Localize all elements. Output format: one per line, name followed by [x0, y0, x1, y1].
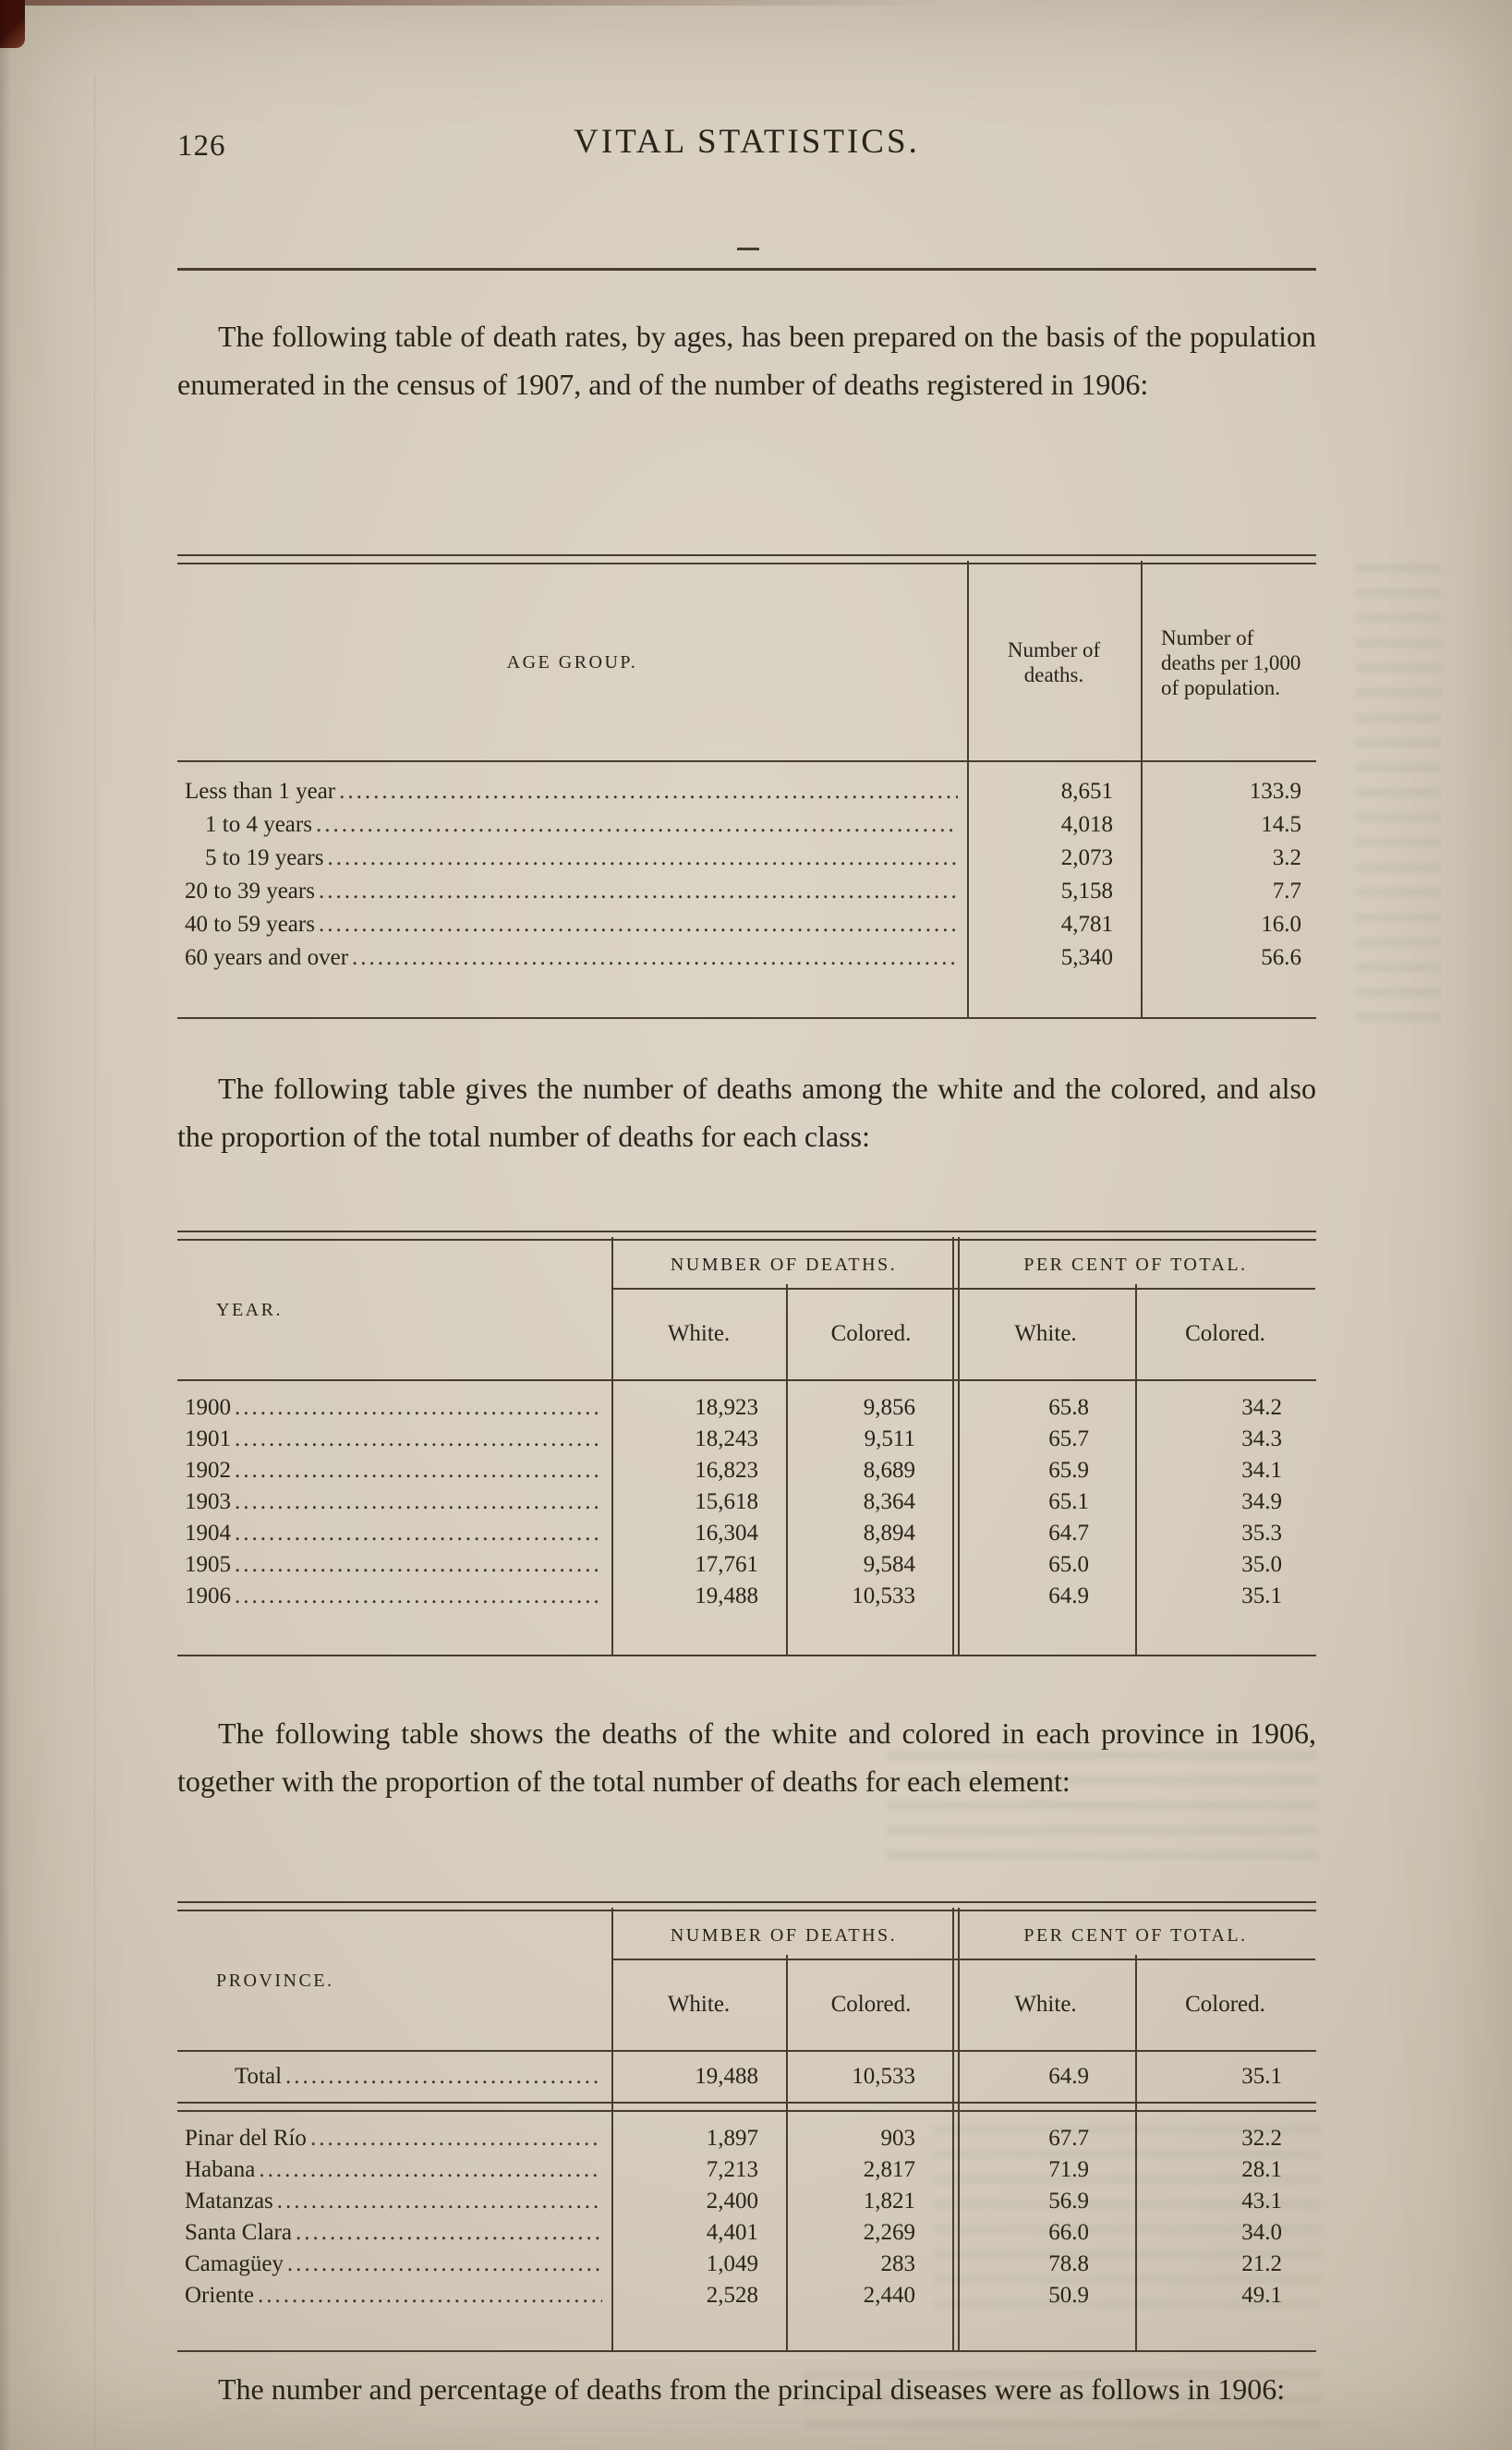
- white-percent: 65.9: [1048, 1458, 1089, 1483]
- column-rule: [967, 561, 969, 1017]
- age-group-label: 1 to 4 years: [205, 812, 312, 837]
- intro-paragraph-year-table: The following table gives the number of deaths among the white and the colored, and also the proportion of the total number of deaths for each class:: [177, 1072, 1316, 1153]
- colored-deaths: 2,440: [863, 2283, 915, 2308]
- age-death-rate-table: [177, 554, 1316, 1019]
- subheader-colored: Colored.: [1185, 1321, 1265, 1346]
- age-group-label: 40 to 59 years: [185, 912, 315, 937]
- colored-deaths: 2,817: [863, 2157, 915, 2182]
- dot-leader: [235, 1392, 602, 1424]
- dot-leader: [235, 1518, 602, 1549]
- intro-paragraph-age-table: The following table of death rates, by ages, has been prepared on the basis of the population enumerated in the census of 1907, and of the number of deaths registered in 1906:: [177, 320, 1316, 401]
- deaths-value: 4,018: [1060, 812, 1113, 837]
- subheader-white: White.: [1014, 1992, 1077, 2017]
- colored-percent: 35.0: [1241, 1552, 1282, 1577]
- title-ornament-dash: [737, 248, 759, 250]
- white-deaths: 18,243: [695, 1426, 758, 1451]
- white-percent: 78.8: [1048, 2251, 1089, 2276]
- colored-percent: 49.1: [1241, 2283, 1282, 2308]
- table-row: [177, 842, 1316, 875]
- white-deaths: 1,897: [706, 2126, 758, 2151]
- white-deaths: 17,761: [695, 1552, 758, 1577]
- white-deaths: 15,618: [695, 1489, 758, 1514]
- group-divider-double-rule: [952, 1908, 960, 2350]
- group-header-number-of-deaths: NUMBER OF DEATHS.: [670, 1254, 898, 1275]
- deaths-value: 2,073: [1060, 845, 1113, 870]
- row-stub: [177, 1424, 611, 1455]
- row-stub: [177, 2249, 611, 2280]
- white-percent: 65.1: [1048, 1489, 1089, 1514]
- colored-percent: 34.0: [1241, 2220, 1282, 2245]
- colored-percent: 32.2: [1241, 2126, 1282, 2151]
- stub-header-province: PROVINCE.: [216, 1970, 334, 1991]
- white-percent: 64.7: [1048, 1521, 1089, 1546]
- page-title: VITAL STATISTICS.: [574, 123, 920, 161]
- table-row: [177, 1549, 1316, 1581]
- scan-top-edge-shadow: [0, 0, 937, 6]
- row-stub: [177, 908, 967, 941]
- table-row: [177, 2249, 1316, 2280]
- rate-value: 16.0: [1261, 912, 1301, 937]
- colored-deaths: 2,269: [863, 2220, 915, 2245]
- table-row: [177, 1518, 1316, 1549]
- row-stub: [177, 1455, 611, 1486]
- table-row: [177, 808, 1316, 842]
- column-rule: [1135, 1955, 1137, 2350]
- white-percent: 56.9: [1048, 2189, 1089, 2213]
- row-stub: [177, 1486, 611, 1518]
- age-group-label: Less than 1 year: [185, 779, 336, 804]
- table-row: [177, 1581, 1316, 1612]
- age-group-label: 60 years and over: [185, 945, 349, 970]
- table-top-rule: [177, 1231, 1316, 1241]
- deaths-value: 5,340: [1060, 945, 1113, 970]
- row-stub: [177, 2123, 611, 2154]
- table-row: [177, 2280, 1316, 2311]
- colored-percent: 35.1: [1241, 1583, 1282, 1608]
- year-label: 1906: [185, 1583, 231, 1608]
- province-label: Habana: [185, 2157, 256, 2182]
- white-deaths: 2,400: [706, 2189, 758, 2213]
- colored-deaths-total: 10,533: [852, 2064, 915, 2089]
- total-divider-double-rule: [177, 2102, 1316, 2112]
- stub-header-year: YEAR.: [216, 1299, 283, 1320]
- deaths-value: 8,651: [1060, 779, 1113, 804]
- table-bottom-rule: [177, 2350, 1316, 2352]
- deaths-by-year-table: [177, 1231, 1316, 1656]
- white-deaths-total: 19,488: [695, 2064, 758, 2089]
- year-label: 1901: [185, 1426, 231, 1451]
- colored-percent: 34.2: [1241, 1395, 1282, 1420]
- colored-deaths: 283: [880, 2251, 915, 2276]
- colored-percent: 28.1: [1241, 2157, 1282, 2182]
- row-stub: [177, 775, 967, 808]
- rate-value: 56.6: [1261, 945, 1301, 970]
- subheader-white: White.: [667, 1992, 731, 2017]
- subheader-colored: Colored.: [830, 1992, 912, 2017]
- col-header-number-of-deaths: Number of deaths.: [1007, 638, 1101, 686]
- year-table-body: [177, 1381, 1316, 1655]
- white-deaths: 18,923: [695, 1395, 758, 1420]
- row-stub: [177, 2280, 611, 2311]
- deaths-value: 4,781: [1060, 912, 1113, 937]
- table-row: [177, 1486, 1316, 1518]
- year-label: 1902: [185, 1458, 231, 1483]
- province-label: Pinar del Río: [185, 2126, 307, 2151]
- colored-percent: 35.3: [1241, 1521, 1282, 1546]
- row-stub: [177, 2061, 611, 2092]
- dot-leader: [339, 775, 958, 808]
- colored-percent: 34.9: [1241, 1489, 1282, 1514]
- age-group-label: 5 to 19 years: [205, 845, 324, 870]
- white-deaths: 16,304: [695, 1521, 758, 1546]
- row-stub: [177, 1581, 611, 1612]
- white-percent: 64.9: [1048, 1583, 1089, 1608]
- row-stub: [177, 2154, 611, 2186]
- row-stub: [177, 1392, 611, 1424]
- subheader-white: White.: [1014, 1321, 1077, 1346]
- white-deaths: 19,488: [695, 1583, 758, 1608]
- dot-leader: [296, 2217, 602, 2249]
- dot-leader: [235, 1486, 602, 1518]
- province-label: Oriente: [185, 2283, 254, 2308]
- dot-leader: [235, 1549, 602, 1581]
- white-deaths: 16,823: [695, 1458, 758, 1483]
- white-deaths: 2,528: [706, 2283, 758, 2308]
- page-number: 126: [177, 129, 226, 163]
- colored-percent: 34.3: [1241, 1426, 1282, 1451]
- table-row: [177, 2217, 1316, 2249]
- age-table-header: [177, 564, 1316, 760]
- dot-leader: [285, 2061, 602, 2092]
- dot-leader: [235, 1581, 602, 1612]
- column-rule: [1135, 1284, 1137, 1655]
- dot-leader: [235, 1424, 602, 1455]
- year-label: 1905: [185, 1552, 231, 1577]
- province-label: Matanzas: [185, 2189, 273, 2213]
- dot-leader: [316, 808, 958, 842]
- row-stub: [177, 2217, 611, 2249]
- column-rule: [1141, 561, 1143, 1017]
- dot-leader: [319, 875, 958, 908]
- group-divider-double-rule: [952, 1237, 960, 1655]
- table-row: [177, 2154, 1316, 2186]
- colored-deaths: 10,533: [852, 1583, 915, 1608]
- white-percent: 66.0: [1048, 2220, 1089, 2245]
- row-stub: [177, 1549, 611, 1581]
- white-percent: 65.0: [1048, 1552, 1089, 1577]
- column-rule: [611, 1237, 613, 1655]
- row-stub: [177, 875, 967, 908]
- table-row: [177, 2186, 1316, 2217]
- col-header-age-group: AGE GROUP.: [506, 651, 638, 673]
- dot-leader: [277, 2186, 602, 2217]
- white-deaths: 7,213: [706, 2157, 758, 2182]
- deaths-value: 5,158: [1060, 879, 1113, 904]
- white-percent: 50.9: [1048, 2283, 1089, 2308]
- colored-percent: 34.1: [1241, 1458, 1282, 1483]
- page-crease-line: [94, 74, 95, 2450]
- white-deaths: 1,049: [706, 2251, 758, 2276]
- dot-leader: [310, 2123, 602, 2154]
- province-table-header: [177, 1911, 1316, 2050]
- group-header-per-cent-of-total: PER CENT OF TOTAL.: [1023, 1924, 1248, 1946]
- colored-deaths: 903: [880, 2126, 915, 2151]
- subheader-colored: Colored.: [1185, 1992, 1265, 2017]
- table-row: [177, 1455, 1316, 1486]
- total-row-section: [177, 2052, 1316, 2102]
- table-top-rule: [177, 554, 1316, 564]
- province-label: Camagüey: [185, 2251, 284, 2276]
- colored-deaths: 8,894: [863, 1521, 915, 1546]
- deaths-by-province-table: [177, 1901, 1316, 2352]
- intro-paragraph-province-table: The following table shows the deaths of the white and colored in each province in 1906, together with the proportion of the total number of deaths for each element:: [177, 1716, 1316, 1798]
- colored-percent-total: 35.1: [1241, 2064, 1282, 2089]
- column-rule: [786, 1955, 788, 2350]
- rate-value: 133.9: [1249, 779, 1301, 804]
- year-label: 1904: [185, 1521, 231, 1546]
- dot-leader: [235, 1455, 602, 1486]
- table-top-rule: [177, 1901, 1316, 1911]
- col-header-death-rate: Number of deaths per 1,000 of population.: [1161, 625, 1301, 699]
- row-stub: [177, 1518, 611, 1549]
- dot-leader: [259, 2154, 602, 2186]
- table-row: [177, 775, 1316, 808]
- rate-value: 3.2: [1272, 845, 1301, 870]
- table-bottom-rule: [177, 1017, 1316, 1019]
- verso-showthrough: [1356, 564, 1441, 1025]
- subheader-colored: Colored.: [830, 1321, 912, 1346]
- province-table-body: [177, 2112, 1316, 2350]
- column-rule: [611, 1908, 613, 2350]
- colored-deaths: 8,689: [863, 1458, 915, 1483]
- row-stub: [177, 941, 967, 975]
- year-table-header: [177, 1241, 1316, 1379]
- age-table-body: [177, 762, 1316, 1017]
- scan-left-edge-shadow: [0, 0, 11, 2450]
- colored-percent: 43.1: [1241, 2189, 1282, 2213]
- table-row: [177, 1392, 1316, 1424]
- dot-leader: [258, 2280, 602, 2311]
- rate-value: 7.7: [1272, 879, 1301, 904]
- table-row: [177, 941, 1316, 975]
- year-label: 1903: [185, 1489, 231, 1514]
- row-stub: [177, 808, 967, 842]
- dot-leader: [327, 842, 958, 875]
- colored-percent: 21.2: [1241, 2251, 1282, 2276]
- dot-leader: [352, 941, 958, 975]
- rate-value: 14.5: [1261, 812, 1301, 837]
- table-bottom-rule: [177, 1655, 1316, 1656]
- group-header-per-cent-of-total: PER CENT OF TOTAL.: [1023, 1254, 1248, 1275]
- white-deaths: 4,401: [706, 2220, 758, 2245]
- colored-deaths: 9,511: [864, 1426, 915, 1451]
- column-rule: [786, 1284, 788, 1655]
- white-percent: 65.7: [1048, 1426, 1089, 1451]
- year-label: 1900: [185, 1395, 231, 1420]
- header-rule: [177, 268, 1316, 271]
- dot-leader: [319, 908, 958, 941]
- colored-deaths: 8,364: [863, 1489, 915, 1514]
- colored-deaths: 9,584: [863, 1552, 915, 1577]
- white-percent: 65.8: [1048, 1395, 1089, 1420]
- total-label: Total: [235, 2064, 283, 2089]
- table-row: [177, 908, 1316, 941]
- colored-deaths: 1,821: [863, 2189, 915, 2213]
- row-stub: [177, 2186, 611, 2217]
- province-label: Santa Clara: [185, 2220, 292, 2245]
- total-row: [177, 2061, 1316, 2092]
- subheader-white: White.: [667, 1321, 731, 1346]
- white-percent: 71.9: [1048, 2157, 1089, 2182]
- table-row: [177, 875, 1316, 908]
- age-group-label: 20 to 39 years: [185, 879, 315, 904]
- table-row: [177, 2123, 1316, 2154]
- row-stub: [177, 842, 967, 875]
- white-percent-total: 64.9: [1048, 2064, 1089, 2089]
- closing-paragraph-diseases: The number and percentage of deaths from the principal diseases were as follows in 1906:: [218, 2372, 1286, 2406]
- dot-leader: [287, 2249, 602, 2280]
- white-percent: 67.7: [1048, 2126, 1089, 2151]
- colored-deaths: 9,856: [863, 1395, 915, 1420]
- table-row: [177, 1424, 1316, 1455]
- group-header-number-of-deaths: NUMBER OF DEATHS.: [670, 1924, 898, 1946]
